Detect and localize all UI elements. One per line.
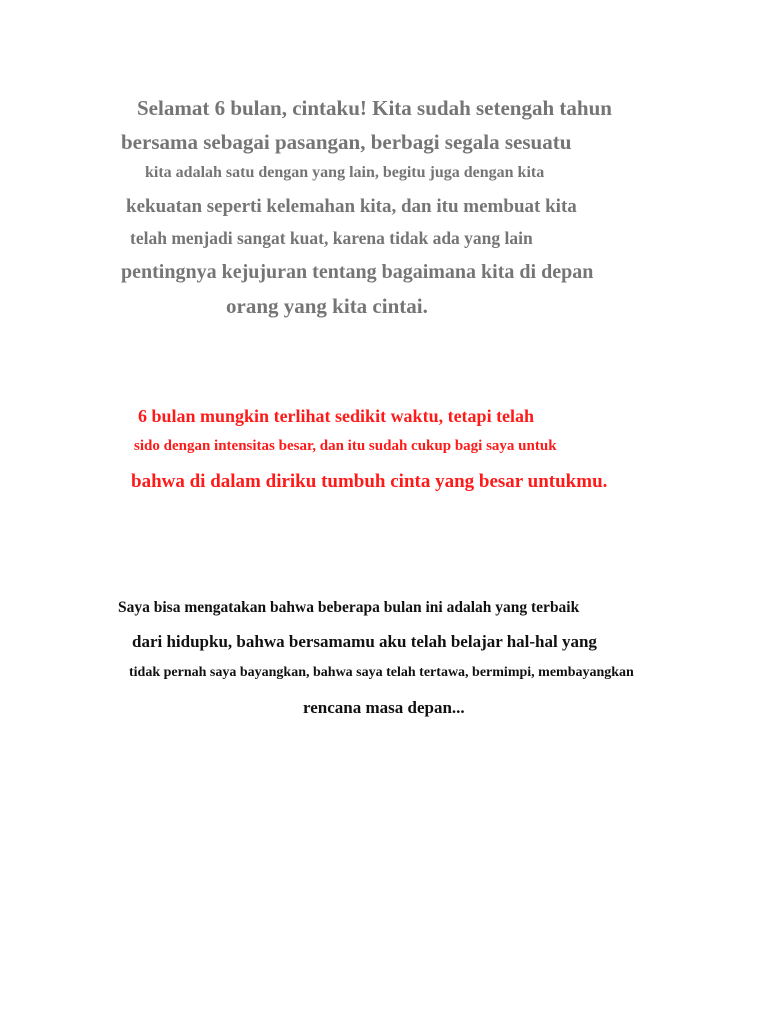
text-line: bersama sebagai pasangan, berbagi segala sesuatu [121, 130, 572, 154]
text-line: bahwa di dalam diriku tumbuh cinta yang besar untukmu. [131, 471, 608, 492]
text-line: telah menjadi sangat kuat, karena tidak ada yang lain [130, 228, 533, 248]
text-line: kekuatan seperti kelemahan kita, dan itu membuat kita [126, 196, 577, 217]
text-line: Selamat 6 bulan, cintaku! Kita sudah setengah tahun [137, 96, 612, 120]
text-line: sido dengan intensitas besar, dan itu sudah cukup bagi saya untuk [134, 438, 557, 454]
text-line: dari hidupku, bahwa bersamamu aku telah belajar hal-hal yang [132, 632, 597, 651]
text-line: pentingnya kejujuran tentang bagaimana kita di depan [121, 261, 594, 283]
text-line: tidak pernah saya bayangkan, bahwa saya telah tertawa, bermimpi, membayangkan [129, 665, 634, 680]
text-line: kita adalah satu dengan yang lain, begitu juga dengan kita [145, 164, 545, 181]
text-line: 6 bulan mungkin terlihat sedikit waktu, tetapi telah [138, 406, 535, 426]
text-line: Saya bisa mengatakan bahwa beberapa bulan ini adalah yang terbaik [118, 599, 580, 616]
text-line: orang yang kita cintai. [226, 294, 428, 318]
text-line: rencana masa depan... [303, 698, 465, 717]
